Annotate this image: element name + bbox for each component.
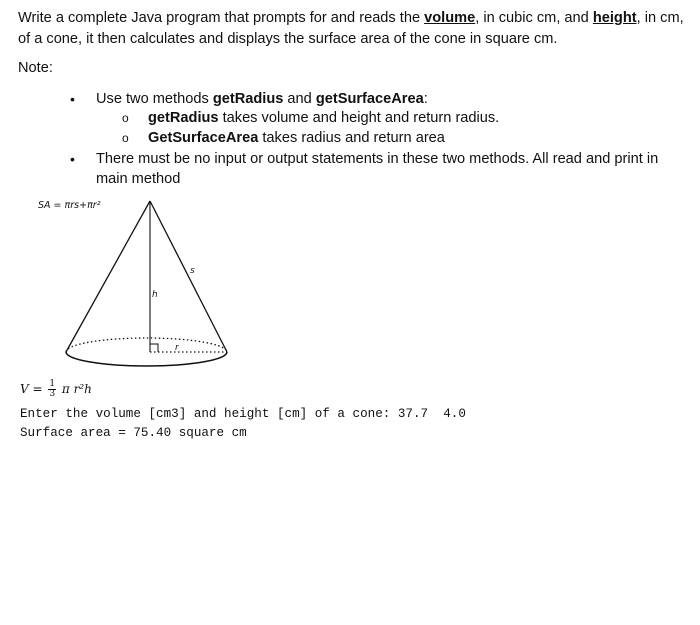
sub-method-getsurfacearea: GetSurfaceArea (148, 130, 259, 146)
radius-label: r (175, 343, 179, 353)
volume-formula-lhs: V = (20, 382, 47, 396)
bullet-marker: • (70, 151, 75, 167)
volume-formula (20, 380, 92, 399)
keyword-height: height (592, 10, 637, 26)
sub-bullet-getsurfacearea (122, 128, 622, 148)
question-intro-2: , in cubic cm, and (475, 10, 593, 26)
right-angle-marker (150, 344, 158, 352)
sample-output-prompt: Enter the volume [cm3] and height [cm] of a cone: 37.7 4.0 (20, 407, 466, 421)
fraction-denominator: 3 (49, 389, 56, 399)
one-third-fraction (48, 380, 56, 399)
bullet-methods-suffix: : (423, 91, 428, 107)
sub-bullet-getsurfacearea-text (148, 128, 445, 148)
note-label: Note: (18, 60, 53, 76)
sub-bullet-marker: o (122, 131, 129, 145)
sub-method-getradius-desc: takes volume and height and return radius. (218, 110, 500, 126)
slant-label: s (190, 266, 195, 276)
sub-bullet-marker: o (122, 111, 129, 125)
question-intro-1: Write a complete Java program that prompts for and reads the (18, 10, 425, 26)
sample-output-result: Surface area = 75.40 square cm (20, 426, 247, 440)
fraction-numerator: 1 (49, 379, 56, 389)
bullet-io-line-1: There must be no input or output statements in these two methods. All read and print in (96, 151, 659, 167)
sub-method-getsurfacearea-desc: takes radius and return area (258, 130, 445, 146)
keyword-volume: volume (424, 10, 476, 26)
sub-bullet-getradius (122, 108, 622, 128)
cone-diagram (30, 193, 250, 373)
bullet-io-rule-text (96, 149, 696, 189)
bullet-methods-text (96, 89, 428, 109)
question-intro-3: , in cm, of a cone, it then calculates and displays the surface area of the cone in square cm. (18, 10, 684, 47)
cone-base-back (66, 338, 227, 352)
method-name-getradius: getRadius (212, 91, 284, 107)
surface-area-formula: SA = πrs+πr² (38, 200, 101, 211)
cone-left-edge (66, 201, 150, 352)
height-label: h (152, 290, 158, 300)
sub-method-getradius: getRadius (148, 110, 219, 126)
bullet-marker: • (70, 91, 75, 107)
bullet-methods (70, 89, 670, 109)
method-name-getsurfacearea: getSurfaceArea (315, 91, 424, 107)
cone-right-edge (150, 201, 227, 352)
bullet-io-rule (70, 149, 695, 189)
bullet-methods-prefix: Use two methods (96, 91, 213, 107)
bullet-methods-and: and (283, 91, 316, 107)
volume-formula-rhs: π r²h (58, 382, 92, 396)
question-paragraph (18, 8, 698, 50)
bullet-io-line-2: main method (96, 171, 181, 187)
cone-base-front (66, 352, 227, 366)
sub-bullet-getradius-text (148, 108, 499, 128)
